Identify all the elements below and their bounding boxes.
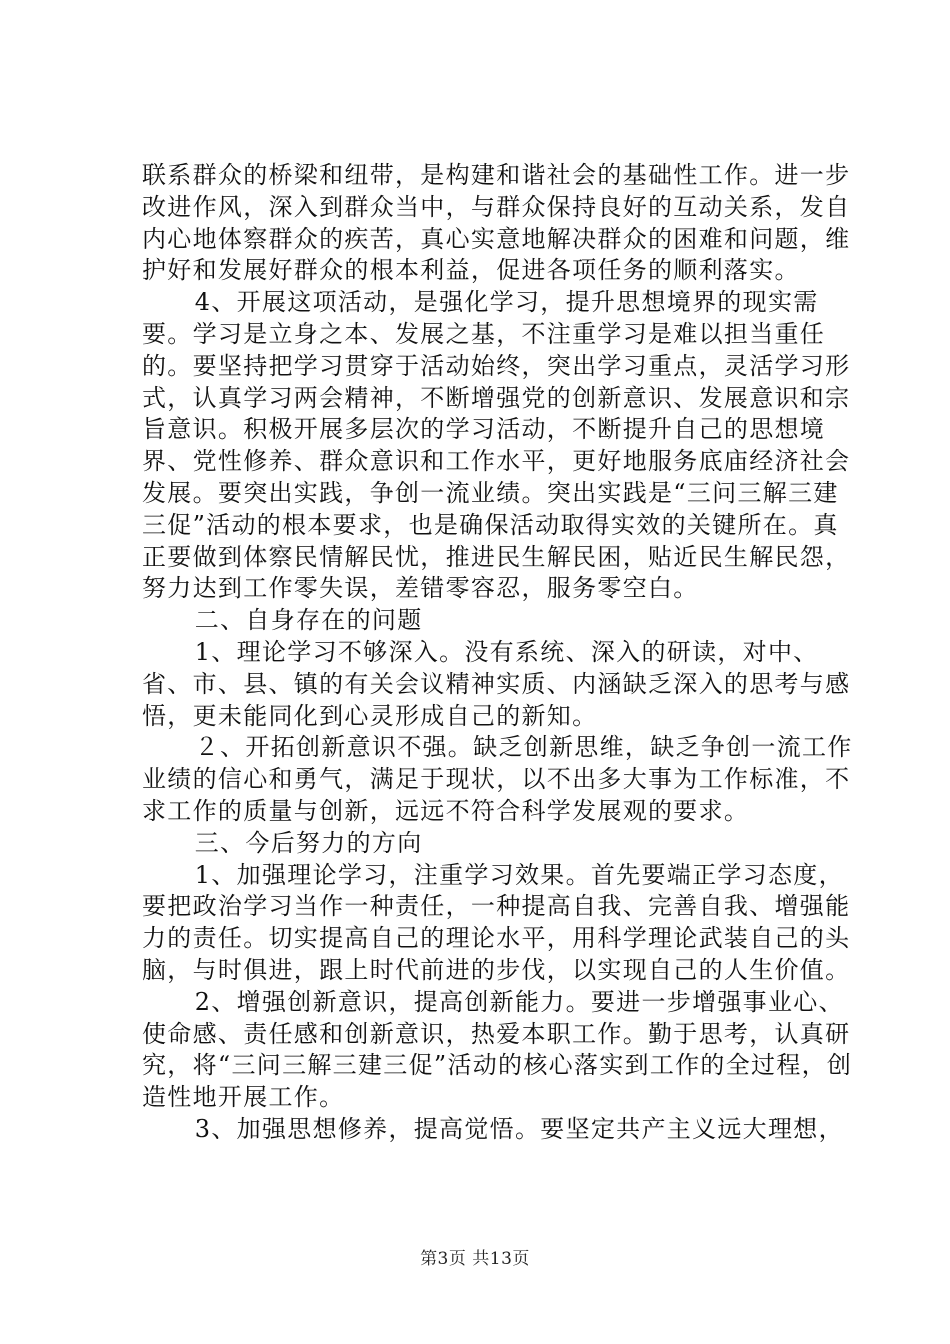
paragraph-problem-2: ２、开拓创新意识不强。缺乏创新思维，缺乏争创一流工作业绩的信心和勇气，满足于现状，以不出多大事为工作标准，不求工作的质量与创新，远远不符合科学发展观的要求。 [142, 733, 853, 825]
paragraph-direction-3: 3、加强思想修养，提高觉悟。要坚定共产主义远大理想， [194, 1114, 844, 1143]
page-number-footer: 第3页 共13页 [420, 1249, 530, 1269]
paragraph-point-4: 4、开展这项活动，是强化学习，提升思想境界的现实需要。学习是立身之本、发展之基，不注重学习是难以担当重任的。要坚持把学习贯穿于活动始终，突出学习重点，灵活学习形式，认真学习两会精神，不断增强党的创新意识、发展意识和宗旨意识。积极开展多层次的学习活动，不断提升自己的思想境界、党性修养、群众意识和工作水平，更好地服务底庙经济社会发展。要突出实践，争创一流业绩。突出实践是“三问三解三建三促”活动的根本要求，也是确保活动取得实效的关键所在。真正要做到体察民情解民忧，推进民生解民困，贴近民生解民怨，努力达到工作零失误，差错零容忍，服务零空白。 [142, 288, 851, 603]
section-heading-direction: 三、今后努力的方向 [194, 828, 423, 857]
paragraph-problem-1: 1、理论学习不够深入。没有系统、深入的研读，对中、省、市、县、镇的有关会议精神实质、内涵缺乏深入的思考与感悟，更未能同化到心灵形成自己的新知。 [142, 637, 851, 730]
document-body [142, 160, 862, 1146]
paragraph-continuation: 联系群众的桥梁和纽带，是构建和谐社会的基础性工作。进一步改进作风，深入到群众当中，与群众保持良好的互动关系，发自内心地体察群众的疾苦，真心实意地解决群众的困难和问题，维护好和发展好群众的根本利益，促进各项任务的顺利落实。 [142, 161, 851, 285]
paragraph-direction-2: 2、增强创新意识，提高创新能力。要进一步增强事业心、使命感、责任感和创新意识，热爱本职工作。勤于思考，认真研究，将“三问三解三建三促”活动的核心落实到工作的全过程，创造性地开展工作。 [142, 987, 853, 1112]
paragraph-direction-1: 1、加强理论学习，注重学习效果。首先要端正学习态度，要把政治学习当作一种责任，一种提高自我、完善自我、增强能力的责任。切实提高自己的理论水平，用科学理论武装自己的头脑，与时俱进，跟上时代前进的步伐，以实现自己的人生价值。 [142, 860, 851, 984]
section-heading-problems: 二、自身存在的问题 [194, 606, 423, 635]
